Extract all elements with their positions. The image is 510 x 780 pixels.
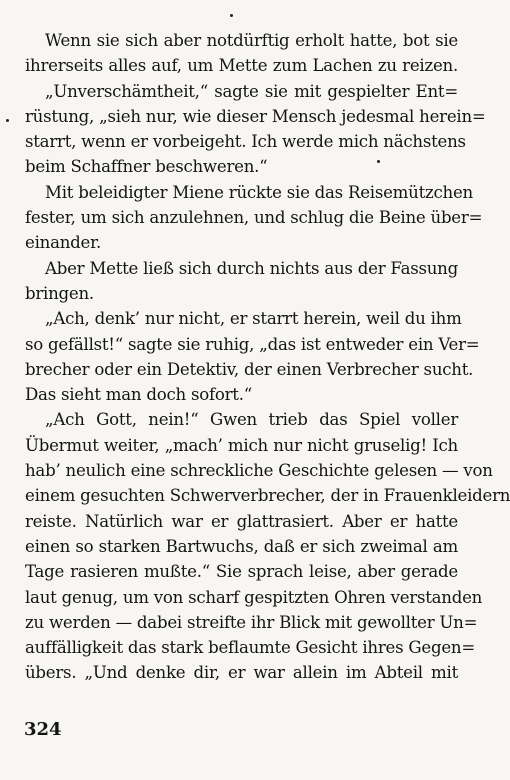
text-line: so gefällst!“ sagte sie ruhig, „das ist entweder ein Ver= [25,334,480,354]
text-line: bringen. [25,283,94,303]
text-line: „Ach Gott, nein!“ Gwen trieb das Spiel voller [45,410,458,430]
text-line: Übermut weiter, „mach’ mich nur nicht gruselig! Ich [25,435,458,455]
text-line: einander. [25,233,101,253]
text-line: beim Schaffner beschweren.“ [25,157,268,177]
text-line: Aber Mette ließ sich durch nichts aus der Fassung [45,258,458,278]
text-line: Das sieht man doch sofort.“ [25,385,252,405]
text-line: fester, um sich anzulehnen, und schlug die Beine über= [25,208,483,228]
page-number: 324 [24,719,62,740]
print-speck [230,14,233,17]
text-line: Mit beleidigter Miene rückte sie das Reisemützchen [45,182,473,202]
text-line: reiste. Natürlich war er glattrasiert. Aber er hatte [25,511,458,531]
text-line: brecher oder ein Detektiv, der einen Verbrecher sucht. [25,359,474,379]
text-line: Wenn sie sich aber notdürftig erholt hatte, bot sie [45,31,458,50]
text-line: „Ach, denk’ nur nicht, er starrt herein, weil du ihm [45,309,462,329]
text-line: einem gesuchten Schwerverbrecher, der in Frauenkleidern [25,486,510,506]
text-line: starrt, wenn er vorbeigeht. Ich werde mich nächstens [25,132,466,152]
text-line: laut genug, um von scharf gespitzten Ohren verstanden [25,587,483,607]
text-line: zu werden — dabei streifte ihr Blick mit gewollter Un= [25,612,478,632]
text-line: einen so starken Bartwuchs, daß er sich zweimal am [25,536,458,556]
text-line: Tage rasieren mußte.“ Sie sprach leise, aber gerade [25,562,458,582]
text-line: „Unverschämtheit,“ sagte sie mit gespielter Ent= [45,81,458,101]
text-line: rüstung, „sieh nur, wie dieser Mensch jedesmal herein= [25,106,486,126]
text-line: auffälligkeit das stark beflaumte Gesicht ihres Gegen= [25,638,476,658]
text-line: übers. „Und denke dir, er war allein im Abteil mit [25,663,458,683]
text-line: hab’ neulich eine schreckliche Geschichte gelesen — von [25,461,493,481]
body-text [25,28,510,686]
text-line: ihrerseits alles auf, um Mette zum Lachen zu reizen. [25,56,458,76]
print-speck [6,119,9,122]
